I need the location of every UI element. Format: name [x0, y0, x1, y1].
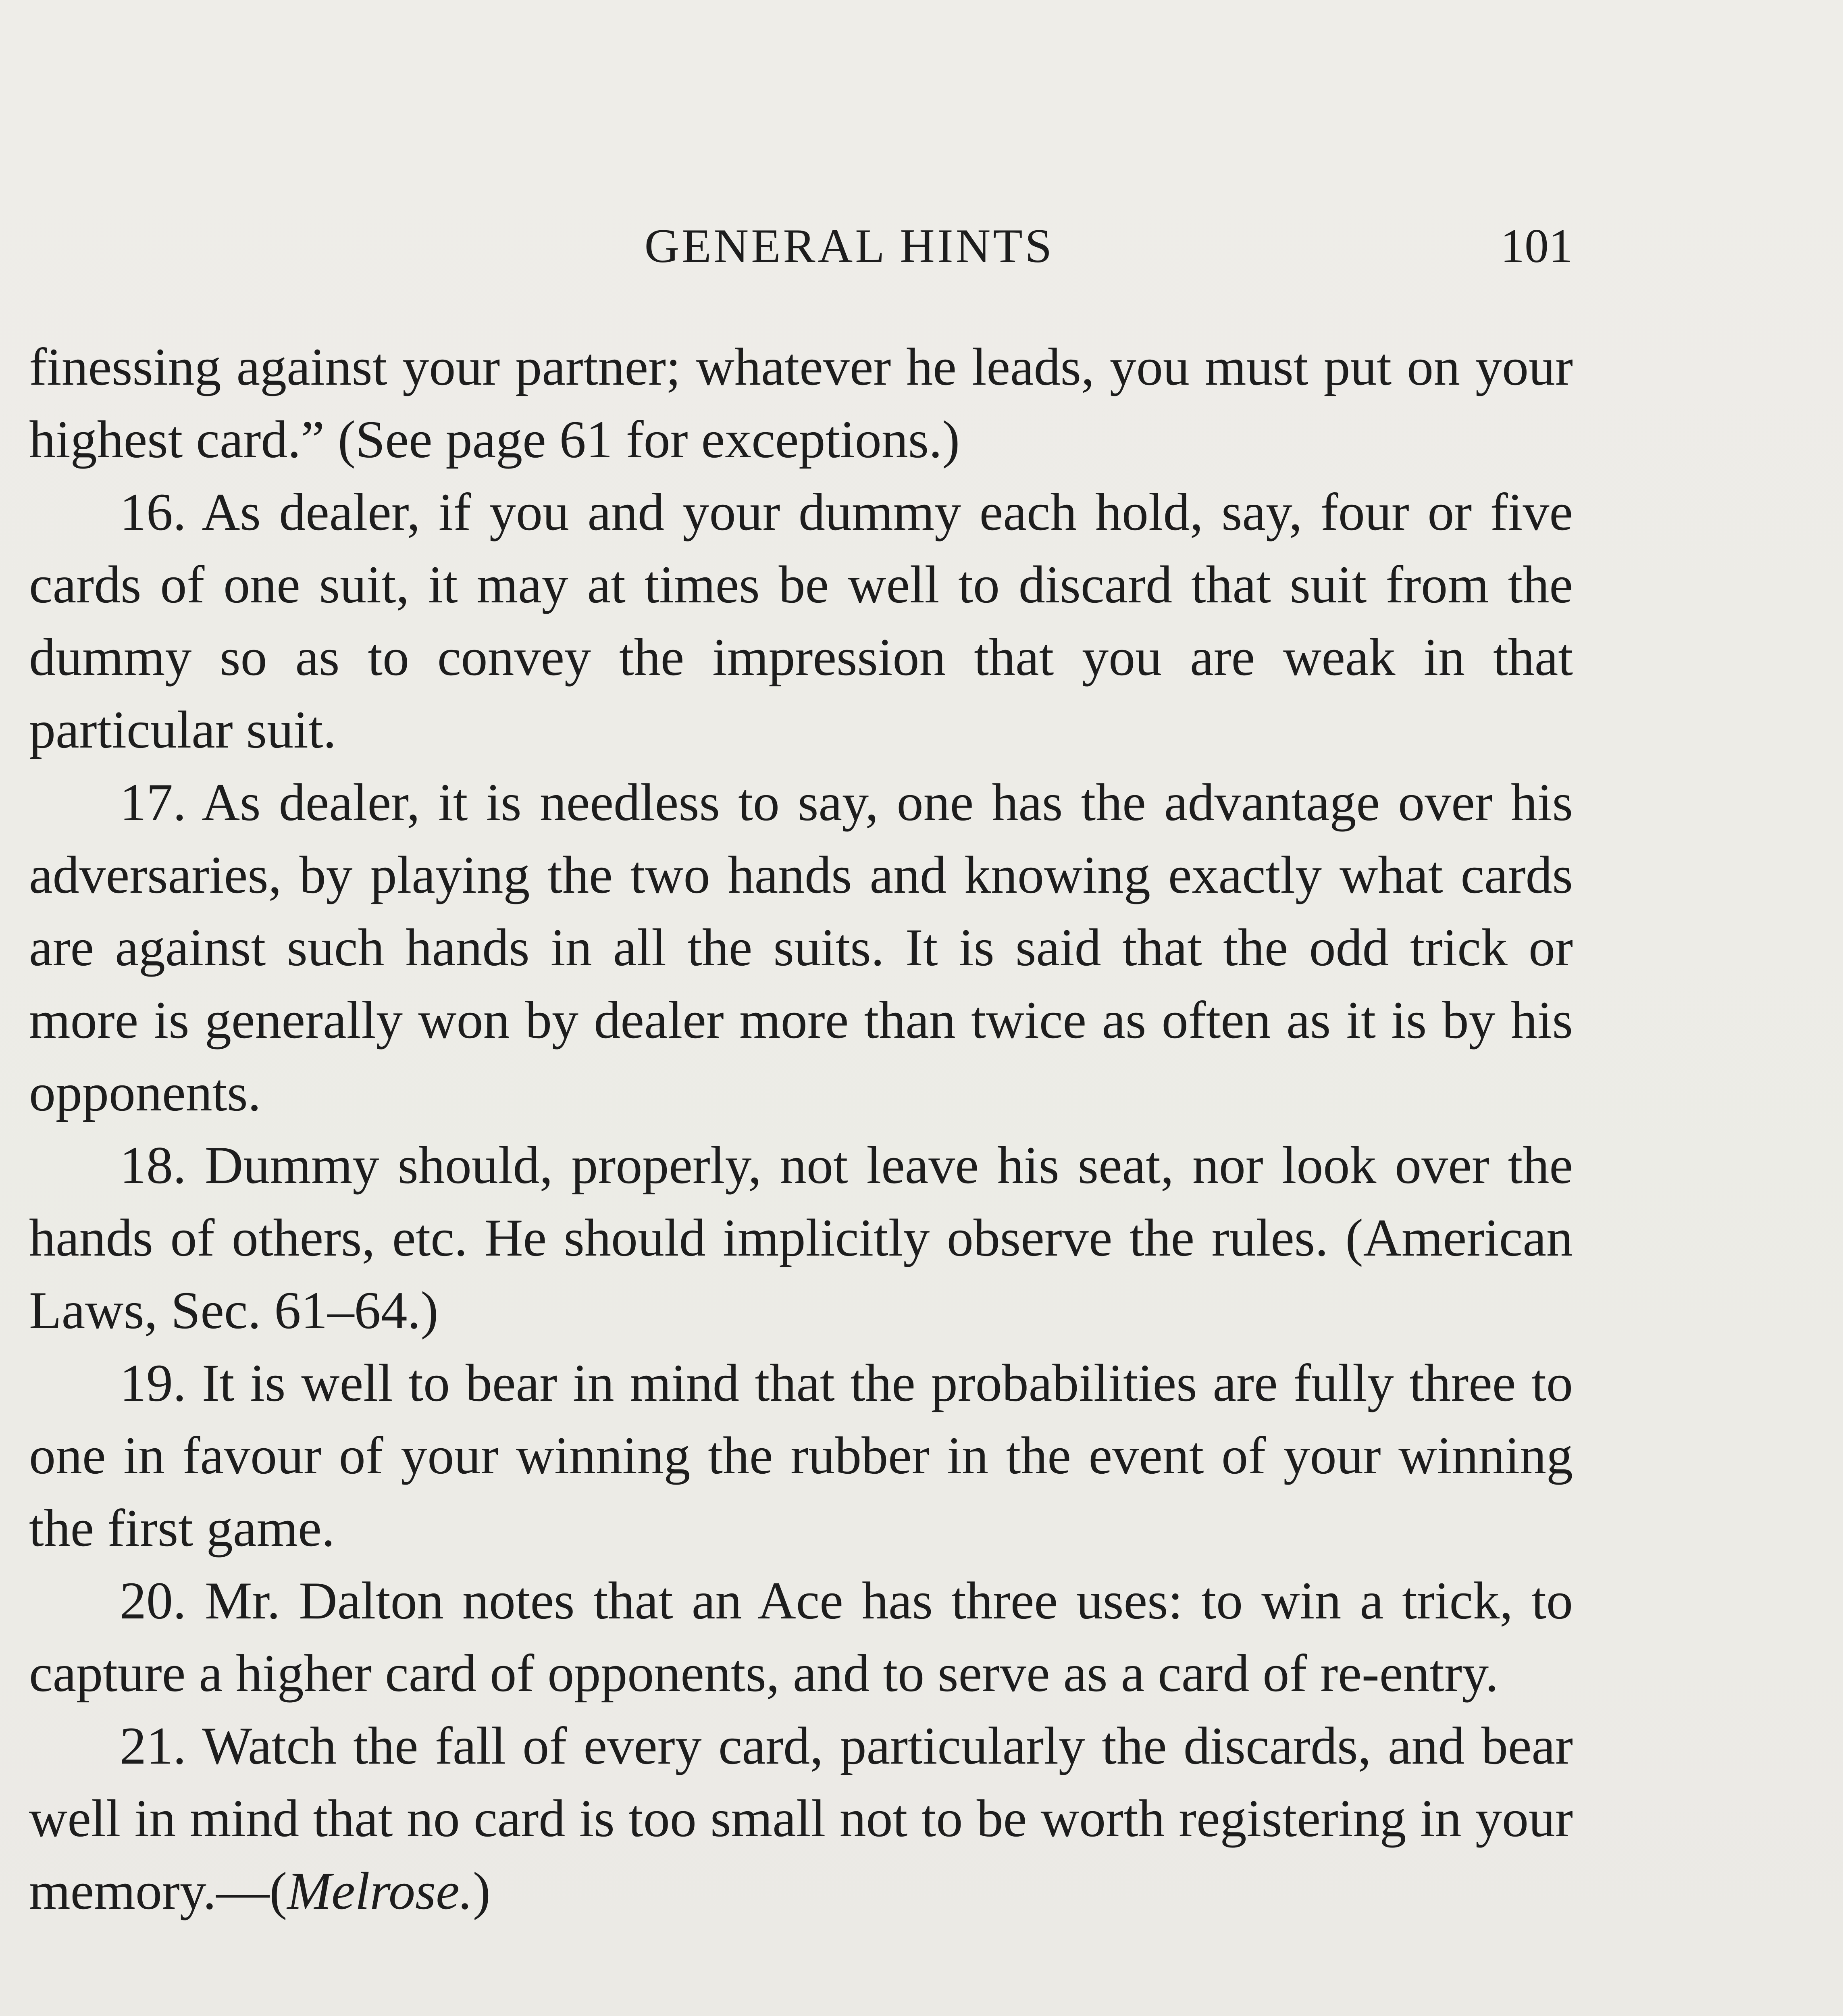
paragraph-continued: finessing against your partner; whatever he leads, you must put on your highest card.” (See page 61 for exceptions.) — [29, 337, 1573, 469]
paragraph-16: 16. As dealer, if you and your dummy each hold, say, four or five cards of one suit, it may at times be well to discard that suit from the dummy so as to convey the impression that you are weak in that particular suit. — [29, 482, 1573, 759]
page-number: 101 — [1500, 219, 1573, 273]
paragraph-21-text: 21. Watch the fall of every card, particularly the discards, and bear well in mind that no card is too small not to be worth registering in your memory.—( — [29, 1716, 1573, 1920]
attribution-close: ) — [472, 1861, 491, 1920]
paragraph-19: 19. It is well to bear in mind that the probabilities are fully three to one in favour of your winning the rubber in the event of your winning the first game. — [29, 1353, 1573, 1558]
running-head-title: GENERAL HINTS — [644, 219, 1055, 273]
running-head — [29, 214, 1573, 278]
paragraph-20: 20. Mr. Dalton notes that an Ace has three uses: to win a trick, to capture a higher card of opponents, and to serve as a card of re-entry. — [29, 1571, 1573, 1703]
paragraph-21 — [29, 1710, 1573, 1927]
body-text — [29, 331, 1573, 1927]
attribution-name: Melrose. — [287, 1861, 473, 1920]
paragraph-17: 17. As dealer, it is needless to say, one has the advantage over his adversaries, by playing the two hands and knowing exactly what cards are against such hands in all the suits. It is said that the odd trick or more is generally won by dealer more than twice as often as it is by his opponents. — [29, 773, 1573, 1122]
paragraph-18: 18. Dummy should, properly, not leave his seat, nor look over the hands of others, etc. He should implicitly observe the rules. (American Laws, Sec. 61–64.) — [29, 1135, 1573, 1340]
